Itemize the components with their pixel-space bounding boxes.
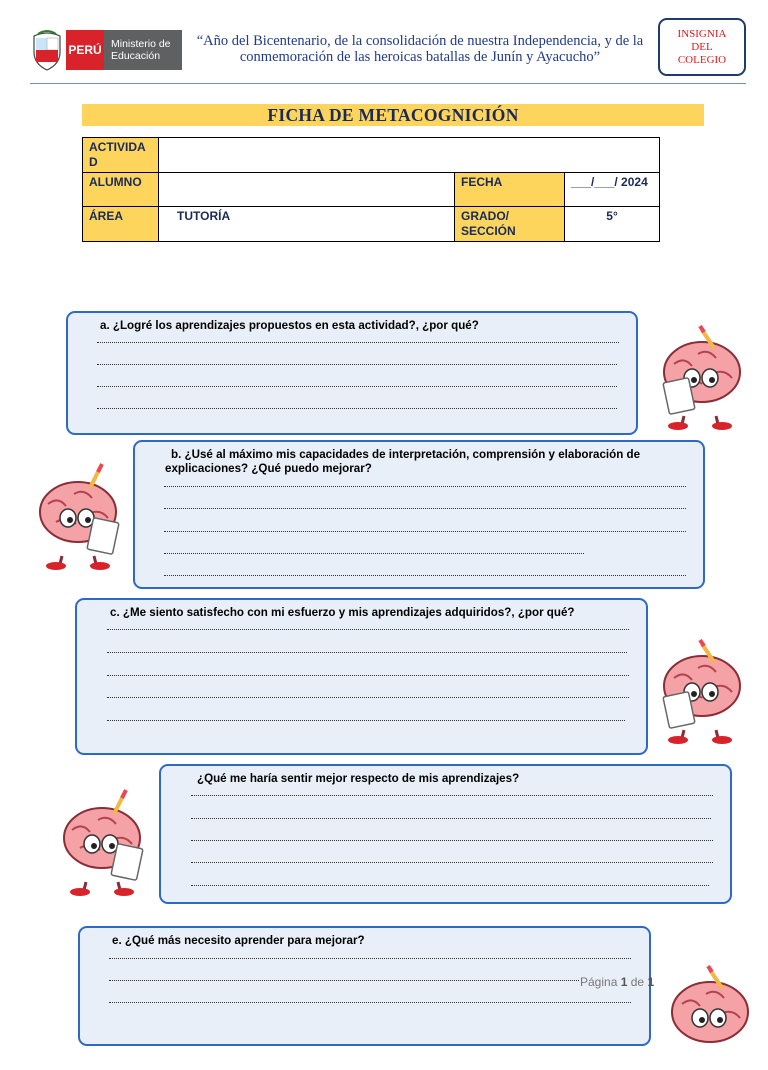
table-row <box>83 207 660 242</box>
header-divider <box>30 83 746 84</box>
answer-line[interactable] <box>97 386 617 387</box>
area-label: ÁREA <box>83 207 159 242</box>
motto <box>196 33 644 65</box>
answer-line[interactable] <box>97 408 617 409</box>
school-insignia-box <box>658 18 746 76</box>
answer-line[interactable] <box>107 697 629 698</box>
page-word: Página <box>580 975 618 989</box>
motto-line-2: conmemoración de las heroicas batallas de Junín y Ayacucho” <box>239 49 601 65</box>
answer-line[interactable] <box>164 575 686 576</box>
brain-mascot-icon <box>58 786 150 896</box>
minedu-logo <box>30 28 182 72</box>
answer-line[interactable] <box>191 840 713 841</box>
answer-line[interactable] <box>164 553 584 554</box>
answer-line[interactable] <box>107 675 629 676</box>
alumno-label: ALUMNO <box>83 173 159 207</box>
brain-mascot-icon <box>660 960 752 1070</box>
question-a-text: a. ¿Logré los aprendizajes propuestos en esta actividad?, ¿por qué? <box>100 319 479 332</box>
insignia-label: INSIGNIA DEL COLEGIO <box>677 27 727 66</box>
question-b-text: b. ¿Usé al máximo mis capacidades de interpretación, comprensión y elaboración de explicaciones? ¿Qué puedo mejorar? <box>165 448 641 475</box>
answer-line[interactable] <box>109 958 631 959</box>
grado-value: 5° <box>565 207 660 242</box>
answer-line[interactable] <box>97 342 619 343</box>
answer-line[interactable] <box>191 795 713 796</box>
answer-line[interactable] <box>107 652 627 653</box>
peru-shield-icon <box>30 28 64 72</box>
alumno-field[interactable] <box>159 173 455 207</box>
page-total: 1 <box>647 975 655 989</box>
student-info-table <box>82 137 660 242</box>
page-number <box>580 975 654 989</box>
answer-line[interactable] <box>191 862 713 863</box>
actividad-field[interactable] <box>159 138 660 173</box>
question-e-text: e. ¿Qué más necesito aprender para mejorar? <box>112 934 365 947</box>
page-num: 1 <box>620 975 628 989</box>
motto-line-1: “Año del Bicentenario, de la consolidación de nuestra Independencia, y de la <box>196 33 644 49</box>
answer-line[interactable] <box>191 818 711 819</box>
area-value: TUTORÍA <box>159 207 455 242</box>
brain-mascot-icon <box>652 320 744 430</box>
actividad-label: ACTIVIDAD <box>83 138 159 173</box>
answer-line[interactable] <box>107 629 629 630</box>
question-c-text: c. ¿Me siento satisfecho con mi esfuerzo y mis aprendizajes adquiridos?, ¿por qué? <box>110 606 575 619</box>
answer-line[interactable] <box>164 508 686 509</box>
of-word: de <box>630 975 645 989</box>
page-title: FICHA DE METACOGNICIÓN <box>82 104 704 126</box>
logo-country: PERÚ <box>66 30 104 70</box>
fecha-label: FECHA <box>455 173 565 207</box>
answer-line[interactable] <box>109 980 579 981</box>
answer-line[interactable] <box>191 885 709 886</box>
question-d-text: ¿Qué me haría sentir mejor respecto de mis aprendizajes? <box>197 772 520 785</box>
grado-label: GRADO/ SECCIÓN <box>455 207 565 242</box>
answer-line[interactable] <box>164 531 686 532</box>
question-box-c <box>75 598 648 755</box>
answer-line[interactable] <box>107 720 625 721</box>
table-row <box>83 138 660 173</box>
brain-mascot-icon <box>34 460 126 570</box>
fecha-field[interactable]: ___/___/ 2024 <box>565 173 660 207</box>
answer-line[interactable] <box>97 364 617 365</box>
brain-mascot-icon <box>652 634 744 744</box>
answer-line[interactable] <box>109 1002 631 1003</box>
table-row <box>83 173 660 207</box>
answer-line[interactable] <box>164 486 686 487</box>
logo-ministry: Ministerio de Educación <box>104 30 182 70</box>
